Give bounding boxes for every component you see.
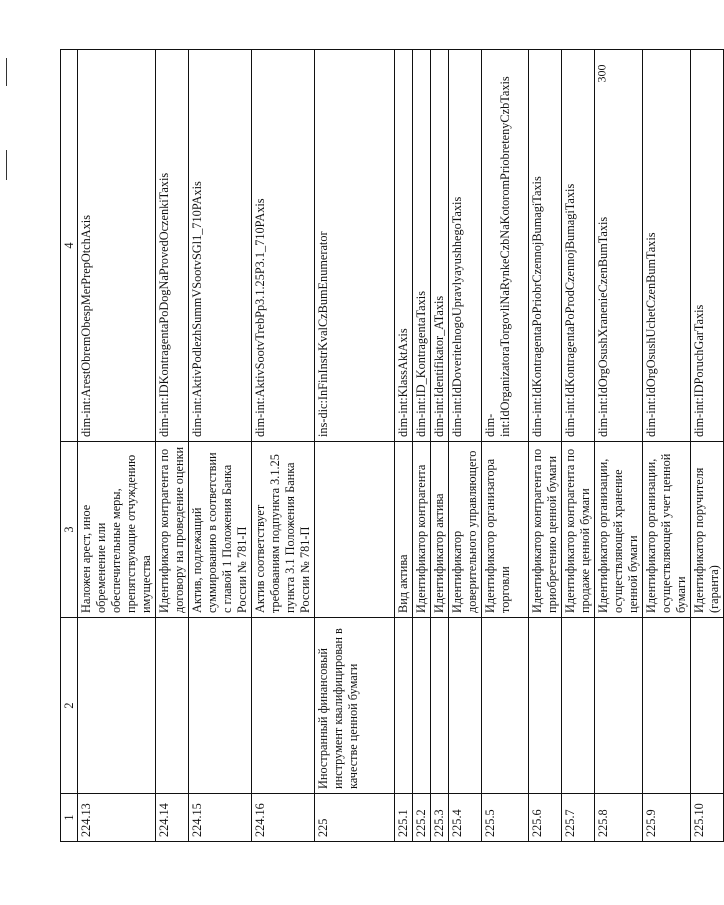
name-cell [395,618,413,794]
description-cell: Идентификатор актива [431,442,449,618]
row-number-cell: 225.6 [529,794,562,842]
table-row [78,50,156,842]
column-header: 2 [61,618,78,794]
name-cell [482,618,529,794]
row-number-cell: 224.16 [252,794,315,842]
table-row [413,50,431,842]
description-cell [315,442,395,618]
code-cell: dim-int:AktivPodlezhSummVSootvSGl1_710PAxis [189,50,252,442]
row-number-cell: 224.15 [189,794,252,842]
row-number-cell: 225.10 [691,794,724,842]
table-row [252,50,315,842]
description-cell: Актив соответствует требованиям подпункта 3.1.25 пункта 3.1 Положения Банка России № 781-П [252,442,315,618]
name-cell [431,618,449,794]
description-cell: Идентификатор организации, осуществляющей учет ценной бумаги [643,442,691,618]
table-row [691,50,724,842]
code-cell: dim-int:IdOrgOsushUchetCzenBumTaxis [643,50,691,442]
name-cell [529,618,562,794]
table-row [562,50,595,842]
table-row [189,50,252,842]
code-cell: dim-int:IdOrganizatoraTorgovliNaRynkeCzbNaKotoromPriobretenyCzbTaxis [482,50,529,442]
name-cell [413,618,431,794]
row-number-cell: 225.8 [595,794,643,842]
code-cell: dim-int:IdDoveritelnogoUpravlyayushhegoTaxis [449,50,482,442]
description-cell: Идентификатор организации, осуществляющей хранение ценной бумаги [595,442,643,618]
description-cell: Идентификатор контрагента [413,442,431,618]
column-header: 4 [61,50,78,442]
row-number-cell: 225.4 [449,794,482,842]
data-table [60,49,724,842]
code-cell: dim-int:AktivSootvTrebPp3.1.25P3.1_710PAxis [252,50,315,442]
row-number-cell: 225.5 [482,794,529,842]
table-row [595,50,643,842]
name-cell [643,618,691,794]
column-header: 3 [61,442,78,618]
table-row [431,50,449,842]
row-number-cell: 224.14 [156,794,189,842]
description-cell: Идентификатор поручителя (гаранта) [691,442,724,618]
row-number-cell: 225.1 [395,794,413,842]
name-cell [449,618,482,794]
table-row [643,50,691,842]
code-cell: dim-int:IDKontragentaPoDogNaProvedOczenkiTaxis [156,50,189,442]
column-header: 1 [61,794,78,842]
name-cell [156,618,189,794]
row-number-cell: 225.3 [431,794,449,842]
code-cell: ins-dic:InFinInstrKvalCzBumEnumerator [315,50,395,442]
description-cell: Наложен арест, иное обременение или обеспечительные меры, препятствующие отчуждению имущества [78,442,156,618]
table-row [529,50,562,842]
description-cell: Вид актива [395,442,413,618]
description-cell: Идентификатор контрагента по договору на проведение оценки [156,442,189,618]
table-row [156,50,189,842]
table-header-row [61,50,78,842]
table-row [395,50,413,842]
name-cell [595,618,643,794]
code-cell: dim-int:IdKontragentaPoProdCzennojBumagiTaxis [562,50,595,442]
name-cell [189,618,252,794]
name-cell [562,618,595,794]
code-cell: dim-int:IdKontragentaPoPriobrCzennojBumagiTaxis [529,50,562,442]
page-number: 300 [594,64,609,82]
row-number-cell: 224.13 [78,794,156,842]
row-number-cell: 225.9 [643,794,691,842]
table-row [315,50,395,842]
name-cell: Иностранный финансовый инструмент квалифицирован в качестве ценной бумаги [315,618,395,794]
code-cell: dim-int:KlassAktAxis [395,50,413,442]
description-cell: Идентификатор доверительного управляющего [449,442,482,618]
description-cell: Актив, подлежащий суммированию в соответствии с главой 1 Положения Банка России № 781-П [189,442,252,618]
code-cell: dim-int:Identifikator_ATaxis [431,50,449,442]
row-number-cell: 225 [315,794,395,842]
code-cell: dim-int:IDPoruchGarTaxis [691,50,724,442]
description-cell: Идентификатор организатора торговли [482,442,529,618]
table-row [482,50,529,842]
row-number-cell: 225.7 [562,794,595,842]
name-cell [252,618,315,794]
description-cell: Идентификатор контрагента по продаже ценной бумаги [562,442,595,618]
row-number-cell: 225.2 [413,794,431,842]
description-cell: Идентификатор контрагента по приобретению ценной бумаги [529,442,562,618]
code-cell: dim-int:ArestObremObespMerPrepOtchAxis [78,50,156,442]
table-row [449,50,482,842]
code-cell: dim-int:IdOrgOsushXranenieCzenBumTaxis [595,50,643,442]
name-cell [691,618,724,794]
name-cell [78,618,156,794]
code-cell: dim-int:ID_KontragentaTaxis [413,50,431,442]
